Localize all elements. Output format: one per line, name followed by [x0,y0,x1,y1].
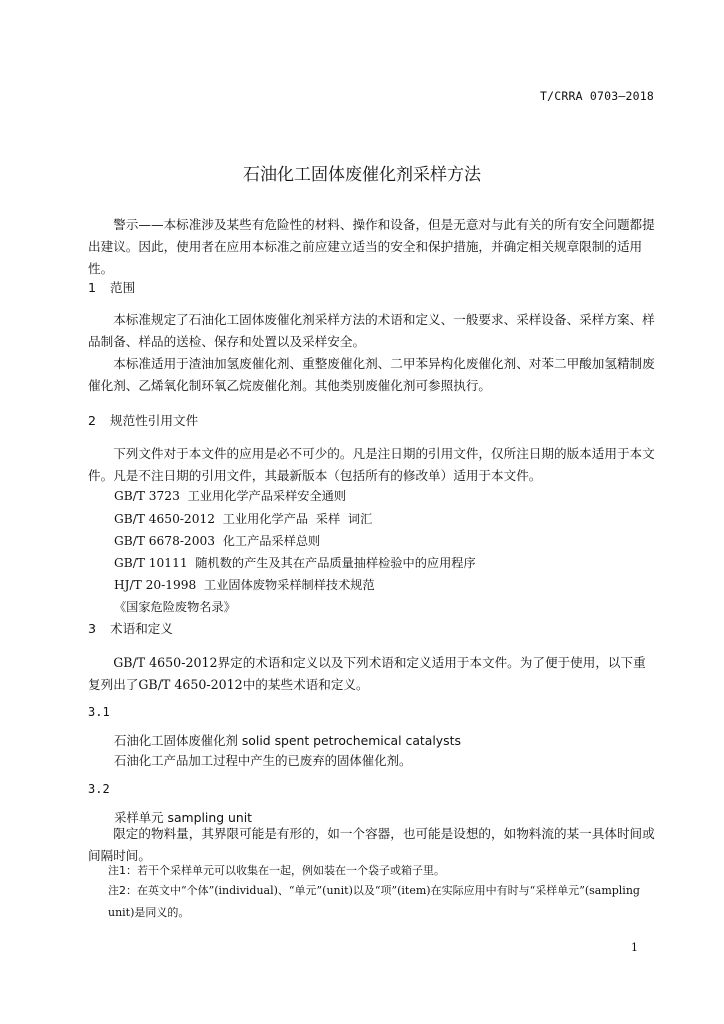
note [108,880,658,924]
references-intro: 下列文件对于本文件的应用是必不可少的。凡是注日期的引用文件，仅所注日期的版本适用于本文件。凡是不注日期的引用文件，其最新版本（包括所有的修改单）适用于本文件。 [88,446,655,483]
reference-item: HJ/T 20-1998 工业固体废物采样制样技术规范 [114,578,375,592]
reference-item: GB/T 6678-2003 化工产品采样总则 [114,534,321,548]
page-number: 1 [631,941,638,954]
section-title: 范围 [110,280,136,295]
term-number: 3.1 [88,705,110,719]
section-number: 2 [88,413,97,428]
document-title: 石油化工固体废催化剂采样方法 [243,165,481,185]
section-number: 1 [88,280,97,295]
section-number: 3 [88,621,97,636]
reference-item: GB/T 4650-2012 工业用化学产品 采样 词汇 [114,512,373,526]
note [108,860,658,882]
standard-code: T/CRRA 0703—2018 [540,89,654,103]
term-name: 采样单元 sampling unit [114,810,253,825]
term-definition: 限定的物料量，其界限可能是有形的，如一个容器，也可能是设想的，如物料流的某一具体时间或间隔时间。 [88,826,655,863]
reference-item: 《国家危险废物名录》 [114,600,236,614]
warning-paragraph: 警示——本标准涉及某些有危险性的材料、操作和设备，但是无意对与此有关的所有安全问题都提出建议。因此，使用者在应用本标准之前应建立适当的安全和保护措施，并确定相关规章限制的适用性。 [88,217,655,276]
terms-intro: GB/T 4650-2012界定的术语和定义以及下列术语和定义适用于本文件。为了便于使用，以下重复列出了GB/T 4650-2012中的某些术语和定义。 [88,655,646,692]
reference-item: GB/T 10111 随机数的产生及其在产品质量抽样检验中的应用程序 [114,556,476,570]
scope-paragraph-1: 本标准规定了石油化工固体废催化剂采样方法的术语和定义、一般要求、采样设备、采样方案、样品制备、样品的送检、保存和处置以及采样安全。 [88,312,655,349]
term-definition: 石油化工产品加工过程中产生的已废弃的固体催化剂。 [114,753,412,768]
scope-paragraph-2: 本标准适用于渣油加氢废催化剂、重整废催化剂、二甲苯异构化废催化剂、对苯二甲酸加氢精制废催化剂、乙烯氧化制环氧乙烷废催化剂。其他类别废催化剂可参照执行。 [88,356,655,393]
reference-item: GB/T 3723 工业用化学产品采样安全通则 [114,489,347,503]
section-title: 规范性引用文件 [110,413,199,428]
section-1-heading [88,277,135,296]
note-text: 在英文中“个体”(individual)、“单元”(unit)以及“项”(item)在实际应用中有时与“采样单元”(sampling unit)是同义的。 [108,884,640,919]
term-name: 石油化工固体废催化剂 solid spent petrochemical catalysts [114,733,461,748]
section-3-heading [88,618,173,637]
note-text: 若干个采样单元可以收集在一起，例如装在一个袋子或箱子里。 [137,864,445,877]
section-title: 术语和定义 [110,621,173,636]
term-number: 3.2 [88,782,110,796]
note-label: 注1： [108,864,137,877]
section-2-heading [88,410,198,429]
note-label: 注2： [108,884,137,897]
